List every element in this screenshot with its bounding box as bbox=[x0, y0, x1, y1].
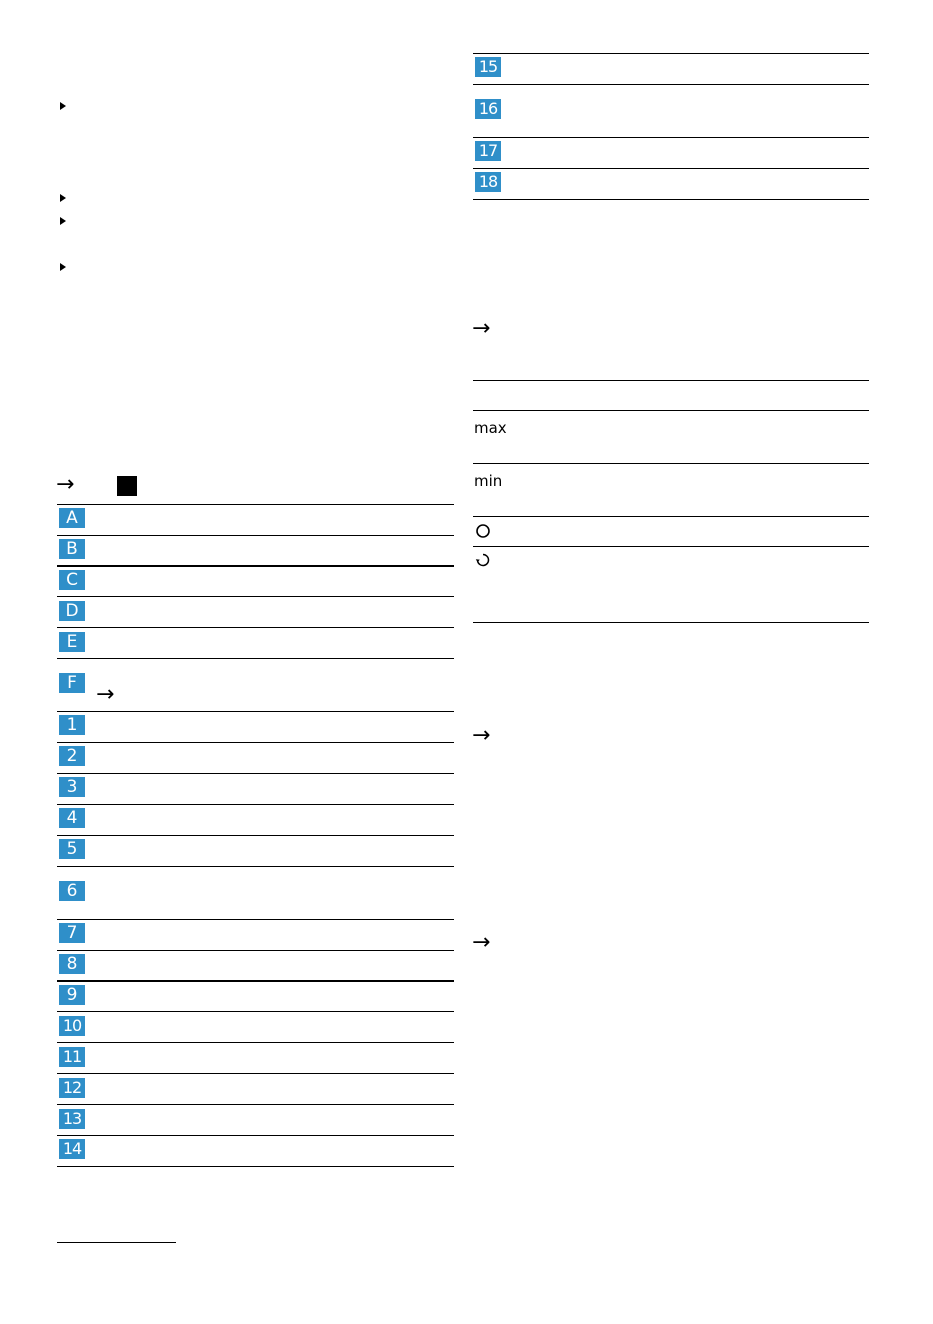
legend-key: 3 bbox=[59, 777, 85, 797]
legend-key: 12 bbox=[59, 1078, 85, 1098]
arrow-right-icon: → bbox=[56, 472, 75, 497]
legend-key: 10 bbox=[59, 1016, 85, 1036]
legend-key: C bbox=[59, 570, 85, 590]
arrow-right-icon: → bbox=[472, 316, 491, 341]
legend-key: 1 bbox=[59, 715, 85, 735]
arrow-right-icon: → bbox=[472, 930, 491, 955]
legend-key: 5 bbox=[59, 839, 85, 859]
rotate-icon bbox=[475, 552, 491, 573]
legend-key: 8 bbox=[59, 954, 85, 974]
legend-key: 16 bbox=[475, 99, 501, 119]
footnote-rule bbox=[57, 1242, 176, 1243]
setting-symbol-max: max bbox=[474, 419, 507, 437]
legend-key: 14 bbox=[59, 1139, 85, 1159]
legend-key: 2 bbox=[59, 746, 85, 766]
legend-key: A bbox=[59, 508, 85, 528]
off-circle-icon bbox=[475, 523, 491, 544]
arrow-right-icon: → bbox=[472, 723, 491, 748]
bullet-marker bbox=[60, 194, 66, 202]
legend-key: 11 bbox=[59, 1047, 85, 1067]
legend-key: B bbox=[59, 539, 85, 559]
bullet-marker bbox=[60, 217, 66, 225]
legend-key: 13 bbox=[59, 1109, 85, 1129]
legend-key: 15 bbox=[475, 57, 501, 77]
bullet-marker bbox=[60, 102, 66, 110]
legend-key: 9 bbox=[59, 985, 85, 1005]
legend-key: 18 bbox=[475, 172, 501, 192]
legend-key: 7 bbox=[59, 923, 85, 943]
figure-reference-marker bbox=[117, 476, 137, 496]
legend-key: D bbox=[59, 601, 85, 621]
legend-key: 4 bbox=[59, 808, 85, 828]
arrow-right-icon: → bbox=[96, 682, 115, 707]
setting-symbol-min: min bbox=[474, 472, 503, 490]
bullet-marker bbox=[60, 263, 66, 271]
legend-key: 17 bbox=[475, 141, 501, 161]
legend-key: E bbox=[59, 632, 85, 652]
legend-key: F bbox=[59, 673, 85, 693]
legend-key: 6 bbox=[59, 881, 85, 901]
